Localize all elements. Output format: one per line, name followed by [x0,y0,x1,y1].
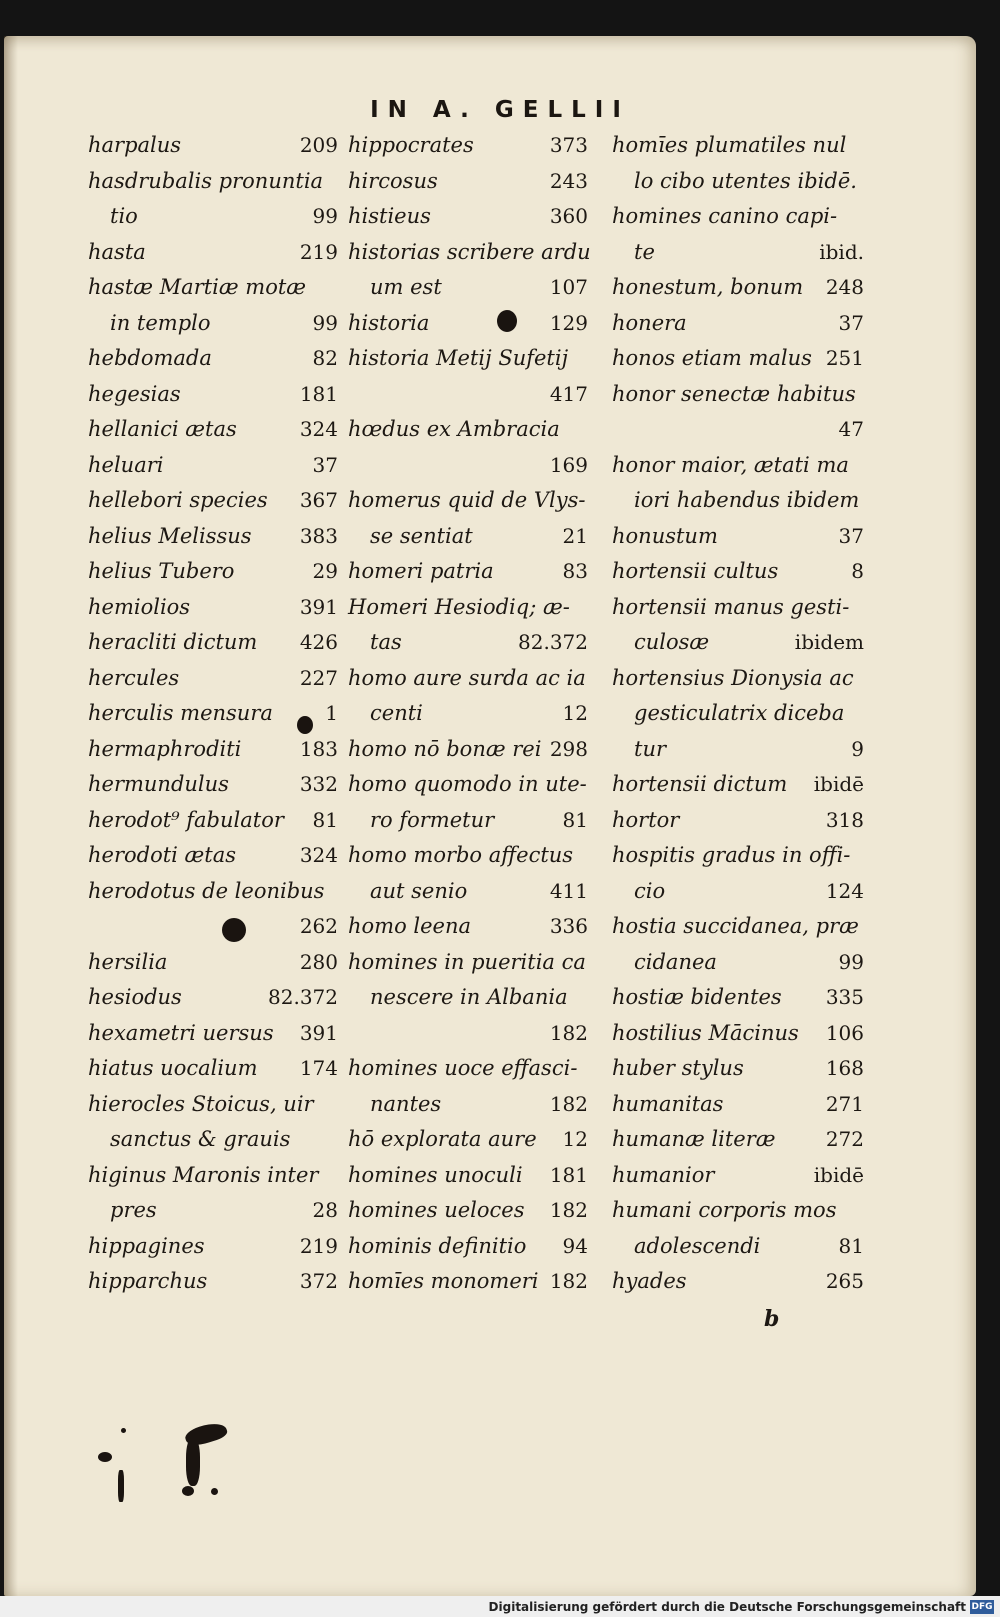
page-reference: 9 [851,736,864,761]
index-entry [348,164,588,200]
page-reference: 81 [562,807,588,832]
page-reference: 335 [825,985,864,1009]
footer-credit: Digitalisierung gefördert durch die Deutsche Forschungsgemeinschaft [488,1600,966,1614]
index-entry [348,270,588,306]
index-entry [88,1264,338,1300]
running-head: IN A. GELLII [370,97,630,123]
index-term: te [634,239,655,264]
index-entry [88,199,338,235]
index-term: hortor [612,807,680,832]
page-reference: 94 [562,1233,588,1258]
index-term: nescere in Albania [370,985,568,1009]
ink-stain [182,1486,194,1496]
index-entry [88,661,338,697]
index-term: Homeri Hesiodiq; æ- [348,594,570,619]
page-reference: 37 [312,452,338,477]
index-term: iori habendus ibidem [634,488,860,512]
index-term: hermundulus [88,772,229,796]
index-column-3 [612,128,864,1300]
index-entry [612,377,864,413]
index-term: higinus Maronis inter [88,1162,319,1187]
index-entry [348,128,588,164]
index-term: herculis mensura [88,701,273,725]
index-entry [612,412,864,448]
page-reference: 99 [312,204,338,228]
index-entry [88,341,338,377]
footer-bar [0,1596,1000,1617]
page-reference: 106 [825,1020,864,1045]
index-term: hostilius Mācinus [612,1020,799,1045]
signature-mark: b [764,1306,780,1332]
page-reference: 182 [549,1091,588,1116]
page-reference: 383 [299,523,338,548]
index-entry [612,980,864,1016]
index-entry [348,412,588,448]
index-term: hiatus uocalium [88,1056,258,1080]
index-entry [348,945,588,981]
page-reference: 181 [549,1162,588,1187]
index-entry [348,306,588,342]
index-entry [348,661,588,697]
index-entry [88,1087,338,1123]
index-entry [88,803,338,839]
index-entry [88,483,338,519]
index-term: hippocrates [348,133,474,157]
index-entry [348,1051,588,1087]
index-entry [612,483,864,519]
index-term: tas [370,630,402,654]
index-entry [88,306,338,342]
index-entry [88,767,338,803]
index-entry [88,1193,338,1229]
index-term: adolescendi [634,1233,761,1258]
page-reference: 169 [549,452,588,477]
index-term: heluari [88,452,164,477]
index-term: ro formetur [370,807,495,832]
index-term: honos etiam malus [612,346,812,370]
index-term: lo cibo utentes ibidē. [634,168,857,193]
index-term: homīes monomeri [348,1269,539,1293]
page-reference: 28 [312,1198,338,1222]
page-reference: 426 [299,630,338,654]
index-entry [88,1051,338,1087]
page-reference: 417 [549,381,588,406]
index-entry [612,1122,864,1158]
index-entry [88,128,338,164]
page-reference: 298 [549,736,588,761]
index-entry [612,1264,864,1300]
page-reference: 227 [299,665,338,690]
page-reference: 411 [549,878,588,903]
index-entry [88,1122,338,1158]
index-entry [88,270,338,306]
page-reference: 81 [838,1233,864,1258]
index-entry [348,1229,588,1265]
index-term: historias scribere ardu [348,239,591,264]
index-entry [348,767,588,803]
index-entry [88,554,338,590]
index-term: hasta [88,239,146,264]
index-entry [612,661,864,697]
index-term: hegesias [88,381,181,406]
index-term: historia [348,310,430,335]
index-entry [348,483,588,519]
page-reference: 182 [549,1269,588,1293]
page-reference: 248 [825,275,864,299]
page-reference: 174 [299,1056,338,1080]
index-term: herodotus de leonibus [88,878,325,903]
ink-stain [121,1428,126,1433]
index-term: um est [370,275,442,299]
index-entry [348,1087,588,1123]
index-entry [88,519,338,555]
page-reference: 373 [549,133,588,157]
page-reference: 182 [549,1198,588,1222]
page-reference: 83 [562,559,588,583]
index-term: hominis definitio [348,1233,527,1258]
ink-blot [222,918,246,942]
index-entry [88,1229,338,1265]
index-term: pres [110,1198,157,1222]
page-reference: 324 [299,417,338,441]
index-term: humanior [612,1162,715,1187]
index-entry [88,732,338,768]
index-term: hebdomada [88,346,212,370]
index-entry [612,199,864,235]
index-entry [612,874,864,910]
index-entry [612,1193,864,1229]
page-reference: 12 [562,1127,588,1151]
page-reference: ibidē [813,772,864,796]
index-entry [88,448,338,484]
ink-stain [186,1438,200,1486]
page-reference: 129 [549,310,588,335]
index-entry [612,270,864,306]
index-term: homines canino capi- [612,204,838,228]
index-entry [348,1122,588,1158]
index-term: hippagines [88,1233,205,1258]
page-reference: 124 [825,878,864,903]
page-reference: 99 [838,949,864,974]
index-entry [612,1016,864,1052]
page-reference: 367 [299,488,338,512]
index-term: helius Tubero [88,559,235,583]
page-reference: 219 [299,1233,338,1258]
page-reference: 336 [549,914,588,938]
index-term: heracliti dictum [88,630,258,654]
index-entry [612,519,864,555]
ink-blot [297,716,313,734]
index-term: hellanici ætas [88,417,237,441]
index-entry [612,1158,864,1194]
index-term: humanæ literæ [612,1127,776,1151]
page-reference: 262 [299,914,338,938]
ink-stain [118,1470,124,1502]
index-entry [348,909,588,945]
page-reference: 82.372 [518,630,588,654]
index-entry [348,1158,588,1194]
page-reference: 332 [299,772,338,796]
page-reference: 183 [299,736,338,761]
index-term: harpalus [88,133,182,157]
index-entry [348,199,588,235]
index-entry [612,732,864,768]
index-entry [348,980,588,1016]
index-term: hemiolios [88,594,191,619]
page-reference: 324 [299,843,338,867]
page-reference: 271 [825,1091,864,1116]
index-term: honor maior, ætati ma [612,452,849,477]
ink-stain [98,1452,112,1462]
page-reference: 243 [549,168,588,193]
page-reference: 181 [299,381,338,406]
index-term: homo aure surda ac ia [348,665,586,690]
index-term: huber stylus [612,1056,744,1080]
index-entry [348,590,588,626]
index-entry [348,341,588,377]
page-reference: 219 [299,239,338,264]
page-reference: 12 [562,701,588,725]
index-term: homo quomodo in ute- [348,772,587,796]
index-entry [612,625,864,661]
index-entry [612,803,864,839]
index-term: homo leena [348,914,472,938]
index-term: hospitis gradus in offi- [612,843,851,867]
index-entry [612,1229,864,1265]
page-reference: 391 [299,1020,338,1045]
index-entry [612,554,864,590]
index-term: homines ueloces [348,1198,525,1222]
page-reference: ibidē [813,1162,864,1187]
index-entry [348,696,588,732]
index-term: gesticulatrix diceba [634,701,845,725]
page-reference: 99 [312,310,338,335]
index-entry [348,732,588,768]
index-entry [612,341,864,377]
index-entry [348,1016,588,1052]
index-term: homines unoculi [348,1162,523,1187]
index-column-1 [88,128,338,1300]
index-entry [88,1016,338,1052]
page-reference: 360 [549,204,588,228]
page-reference: 81 [312,807,338,832]
page-reference: 82 [312,346,338,370]
index-term: aut senio [370,878,468,903]
index-term: hipparchus [88,1269,208,1293]
index-term: homerus quid de Vlys- [348,488,586,512]
ink-stain [211,1488,218,1495]
index-term: hersilia [88,949,168,974]
index-term: humanitas [612,1091,724,1116]
index-entry [88,235,338,271]
index-entry [88,412,338,448]
index-term: hortensii cultus [612,559,779,583]
index-term: humani corporis mos [612,1198,837,1222]
index-term: hasdrubalis pronuntia [88,168,324,193]
index-entry [348,377,588,413]
index-entry [612,945,864,981]
index-term: tio [110,204,138,228]
page-reference: 251 [825,346,864,370]
page-reference: 318 [825,807,864,832]
index-term: hierocles Stoicus, uir [88,1091,314,1116]
index-entry [348,235,591,271]
page-reference: 168 [825,1056,864,1080]
page-reference: 29 [312,559,338,583]
index-entry [348,1193,588,1229]
index-entry [612,909,864,945]
index-term: cio [634,878,666,903]
index-entry [612,306,864,342]
page-reference: ibidem [794,630,864,654]
index-term: homines uoce effasci- [348,1056,578,1080]
index-term: hœdus ex Ambracia [348,417,560,441]
page-reference: ibid. [819,239,864,264]
index-term: homīes plumatiles nul [612,133,847,157]
page-reference: 107 [549,275,588,299]
index-term: hircosus [348,168,438,193]
index-term: histieus [348,204,431,228]
index-term: herodoti ætas [88,843,237,867]
page-reference: 37 [838,523,864,548]
index-term: hercules [88,665,180,690]
index-term: hyades [612,1269,687,1293]
index-entry [88,945,338,981]
index-term: hō explorata aure [348,1127,537,1151]
index-term: sanctus & grauis [110,1127,291,1151]
index-term: hellebori species [88,488,268,512]
index-column-2 [348,128,591,1300]
index-entry [612,767,864,803]
index-term: honestum, bonum [612,275,804,299]
index-term: homo morbo affectus [348,843,574,867]
index-entry [612,164,864,200]
index-term: honor senectæ habitus [612,381,856,406]
page-reference: 8 [851,559,864,583]
index-entry [612,1051,864,1087]
index-entry [88,1158,338,1194]
index-term: hostiæ bidentes [612,985,782,1009]
page-reference: 391 [299,594,338,619]
index-entry [88,874,338,910]
index-entry [612,448,864,484]
page-reference: 265 [825,1269,864,1293]
index-term: centi [370,701,423,725]
index-term: hostia succidanea, præ [612,914,859,938]
index-entry [88,625,338,661]
index-entry [348,874,588,910]
index-term: se sentiat [370,523,473,548]
index-term: nantes [370,1091,442,1116]
index-term: in templo [110,310,211,335]
index-term: honera [612,310,687,335]
index-term: hastæ Martiæ motæ [88,275,307,299]
page-reference: 272 [825,1127,864,1151]
index-entry [612,838,864,874]
page-reference: 182 [549,1020,588,1045]
index-entry [348,554,588,590]
page-reference: 1 [325,701,338,725]
index-term: hortensius Dionysia ac [612,665,854,690]
index-entry [348,1264,588,1300]
index-entry [612,1087,864,1123]
index-term: tur [634,736,667,761]
index-term: hortensii manus gesti- [612,594,850,619]
page-reference: 372 [299,1269,338,1293]
index-entry [88,377,338,413]
index-entry [612,696,864,732]
index-term: helius Melissus [88,523,252,548]
index-entry [88,164,338,200]
index-entry [88,590,338,626]
index-entry [612,235,864,271]
index-term: hesiodus [88,985,182,1009]
index-entry [88,838,338,874]
index-entry [612,128,864,164]
dfg-logo: DFG [971,1602,993,1612]
index-term: homo nō bonæ rei [348,736,542,761]
page-reference: 209 [299,133,338,157]
index-entry [88,980,338,1016]
index-term: culosæ [634,630,710,654]
page-reference: 47 [838,417,864,441]
page-reference: 82.372 [268,985,338,1009]
index-term: herodot⁹ fabulator [88,807,284,832]
page-reference: 280 [299,949,338,974]
index-term: honustum [612,523,718,548]
index-entry [348,838,588,874]
index-entry [348,625,588,661]
index-entry [348,448,588,484]
index-term: hexametri uersus [88,1020,274,1045]
index-entry [348,519,588,555]
index-entry [612,590,864,626]
page-reference: 21 [562,523,588,548]
ink-blot [497,310,517,332]
index-term: cidanea [634,949,717,974]
index-term: homeri patria [348,559,494,583]
index-entry [348,803,588,839]
index-term: hermaphroditi [88,736,242,761]
index-entry [88,909,338,945]
index-term: hortensii dictum [612,772,788,796]
index-term: historia Metij Sufetij [348,346,569,370]
index-term: homines in pueritia ca [348,949,586,974]
page-reference: 37 [838,310,864,335]
